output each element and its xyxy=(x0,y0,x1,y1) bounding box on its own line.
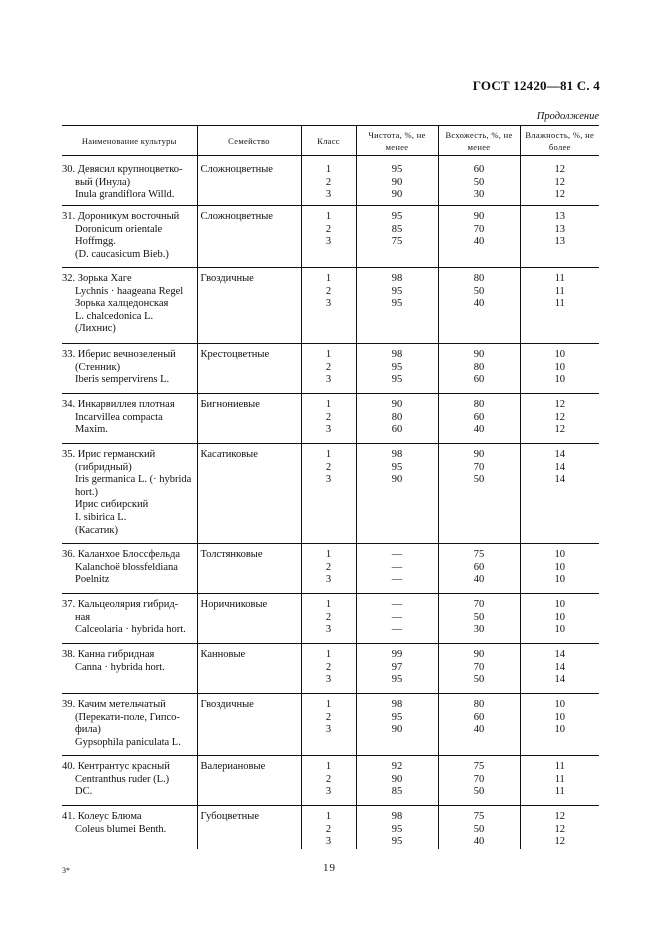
moisture-value: 11 xyxy=(554,786,565,798)
purity-value: — xyxy=(391,561,403,573)
germination-cell xyxy=(438,594,520,644)
culture-name-cell xyxy=(62,644,197,694)
moisture-value: 10 xyxy=(554,549,565,560)
classes-cell xyxy=(301,444,356,544)
moisture-cell xyxy=(520,156,599,206)
column-header-class: Класс xyxy=(301,126,356,156)
family-cell: Касатиковые xyxy=(197,444,301,544)
germination-value: 50 xyxy=(473,285,485,297)
purity-value: 95 xyxy=(391,836,403,848)
purity-value: — xyxy=(391,574,403,586)
culture-name-line: (Лихнис) xyxy=(75,323,116,335)
classes-value: 2 xyxy=(325,661,332,673)
germination-value: 40 xyxy=(473,574,485,586)
germination-value: 70 xyxy=(473,661,485,673)
culture-name-line: L. chalcedonica L. xyxy=(75,310,154,322)
culture-name-line: 32. Зорька Хаге xyxy=(62,273,132,284)
culture-name-cell xyxy=(62,444,197,544)
culture-name-line: Centranthus ruder (L.) xyxy=(75,773,170,785)
purity-value: — xyxy=(391,624,403,636)
moisture-value: 12 xyxy=(554,836,565,848)
moisture-cell xyxy=(520,394,599,444)
family-cell: Гвоздичные xyxy=(197,694,301,756)
classes-value: 3 xyxy=(325,786,332,798)
classes-value: 1 xyxy=(325,449,332,460)
germination-value: 90 xyxy=(473,449,485,460)
family-cell: Валериановые xyxy=(197,756,301,806)
germination-value: 75 xyxy=(473,549,485,560)
culture-name-cell xyxy=(62,594,197,644)
moisture-value: 10 xyxy=(554,724,565,736)
classes-value: 1 xyxy=(325,699,332,710)
culture-name-line: 40. Кентрантус красный xyxy=(62,761,170,772)
germination-value: 60 xyxy=(473,164,485,175)
moisture-value: 10 xyxy=(554,374,565,386)
family-cell: Толстянковые xyxy=(197,544,301,594)
classes-value: 2 xyxy=(325,461,332,473)
purity-value: 75 xyxy=(391,236,403,248)
culture-name-line: вый (Инула) xyxy=(75,176,131,188)
purity-value: 92 xyxy=(391,761,403,772)
germination-cell xyxy=(438,806,520,849)
classes-value: 2 xyxy=(325,285,332,297)
classes-value: 2 xyxy=(325,561,332,573)
table-row xyxy=(62,156,599,206)
culture-name-line: Maxim. xyxy=(75,424,108,436)
classes-value: 2 xyxy=(325,411,332,423)
germination-value: 60 xyxy=(473,711,485,723)
germination-value: 70 xyxy=(473,773,485,785)
germination-value: 50 xyxy=(473,611,485,623)
purity-value: 90 xyxy=(391,724,403,736)
classes-value: 1 xyxy=(325,349,332,360)
purity-value: 98 xyxy=(391,273,403,284)
family-cell: Сложноцветные xyxy=(197,156,301,206)
purity-value: 90 xyxy=(391,399,403,410)
purity-cell xyxy=(356,206,438,268)
culture-name-line: Iberis sempervirens L. xyxy=(75,374,170,386)
germination-value: 40 xyxy=(473,424,485,436)
purity-value: — xyxy=(391,611,403,623)
table-row xyxy=(62,394,599,444)
classes-cell xyxy=(301,344,356,394)
culture-name-cell xyxy=(62,206,197,268)
moisture-value: 12 xyxy=(554,176,565,188)
germination-value: 40 xyxy=(473,298,485,310)
purity-cell xyxy=(356,344,438,394)
culture-name-line: Iris germanica L. (· hybrida xyxy=(75,474,192,486)
culture-name-line: 39. Качим метельчатый xyxy=(62,699,166,710)
moisture-value: 13 xyxy=(554,236,565,248)
culture-name-line: (гибридный) xyxy=(75,461,132,473)
culture-name-line: 31. Дороникум восточный xyxy=(62,211,180,222)
culture-name-line: Coleus blumei Benth. xyxy=(75,823,167,835)
classes-value: 2 xyxy=(325,773,332,785)
column-header-moisture: Влажность, %, не более xyxy=(520,126,599,156)
classes-value: 1 xyxy=(325,599,332,610)
moisture-value: 10 xyxy=(554,361,565,373)
table-row xyxy=(62,344,599,394)
culture-name-line: 37. Кальцеолярия гибрид- xyxy=(62,599,179,610)
purity-cell xyxy=(356,156,438,206)
classes-value: 1 xyxy=(325,273,332,284)
purity-value: 90 xyxy=(391,773,403,785)
purity-value: 95 xyxy=(391,823,403,835)
germination-cell xyxy=(438,156,520,206)
culture-name-line: (Перекати-поле, Гипсо- xyxy=(75,711,180,723)
family-cell: Бигнониевые xyxy=(197,394,301,444)
classes-cell xyxy=(301,806,356,849)
culture-name-line: (Касатик) xyxy=(75,524,119,536)
moisture-value: 12 xyxy=(554,811,565,822)
germination-cell xyxy=(438,444,520,544)
classes-value: 3 xyxy=(325,298,332,310)
culture-name-line: Inula grandiflora Willd. xyxy=(75,189,175,201)
table-header-row xyxy=(62,126,599,156)
germination-value: 70 xyxy=(473,599,485,610)
culture-name-line: Gypsophila paniculata L. xyxy=(75,736,181,748)
culture-name-cell xyxy=(62,544,197,594)
purity-cell xyxy=(356,806,438,849)
classes-value: 3 xyxy=(325,674,332,686)
purity-value: 90 xyxy=(391,474,403,486)
table-row xyxy=(62,544,599,594)
culture-name-line: Ирис сибирский xyxy=(75,499,149,511)
classes-value: 1 xyxy=(325,211,332,222)
moisture-cell xyxy=(520,756,599,806)
germination-cell xyxy=(438,268,520,344)
purity-value: 98 xyxy=(391,349,403,360)
culture-name-cell xyxy=(62,694,197,756)
moisture-value: 11 xyxy=(554,761,565,772)
classes-value: 3 xyxy=(325,236,332,248)
culture-name-line: 35. Ирис германский xyxy=(62,449,156,460)
moisture-value: 12 xyxy=(554,399,565,410)
culture-name-line: Lychnis · haageana Regel xyxy=(75,285,184,297)
germination-value: 50 xyxy=(473,474,485,486)
classes-cell xyxy=(301,394,356,444)
classes-cell xyxy=(301,156,356,206)
germination-value: 70 xyxy=(473,223,485,235)
document-title: ГОСТ 12420—81 С. 4 xyxy=(472,78,600,93)
moisture-value: 10 xyxy=(554,624,565,636)
moisture-value: 12 xyxy=(554,164,565,175)
purity-value: — xyxy=(391,549,403,560)
culture-name-cell xyxy=(62,756,197,806)
classes-cell xyxy=(301,694,356,756)
purity-value: — xyxy=(391,599,403,610)
culture-name-line: I. sibirica L. xyxy=(75,511,127,523)
purity-cell xyxy=(356,644,438,694)
germination-value: 75 xyxy=(473,761,485,772)
moisture-value: 10 xyxy=(554,561,565,573)
moisture-value: 11 xyxy=(554,773,565,785)
germination-value: 80 xyxy=(473,273,485,284)
germination-value: 60 xyxy=(473,374,485,386)
family-cell: Гвоздичные xyxy=(197,268,301,344)
culture-name-line: 30. Девясил крупноцветко- xyxy=(62,164,183,175)
seed-quality-table xyxy=(62,125,599,849)
continuation-label: Продолжение xyxy=(536,111,599,122)
classes-value: 2 xyxy=(325,711,332,723)
moisture-value: 13 xyxy=(554,223,565,235)
germination-value: 70 xyxy=(473,461,485,473)
table-row xyxy=(62,806,599,849)
culture-name-cell xyxy=(62,806,197,849)
moisture-cell xyxy=(520,594,599,644)
culture-name-cell xyxy=(62,344,197,394)
germination-cell xyxy=(438,344,520,394)
moisture-value: 11 xyxy=(554,298,565,310)
moisture-value: 12 xyxy=(554,424,565,436)
classes-value: 3 xyxy=(325,624,332,636)
table-body xyxy=(62,156,599,849)
table-row xyxy=(62,268,599,344)
moisture-value: 10 xyxy=(554,611,565,623)
culture-name-cell xyxy=(62,268,197,344)
purity-value: 95 xyxy=(391,164,403,175)
germination-cell xyxy=(438,644,520,694)
footer-mark: 3* xyxy=(62,866,70,875)
culture-name-line: 34. Инкарвиллея плотная xyxy=(62,399,175,410)
moisture-cell xyxy=(520,444,599,544)
classes-cell xyxy=(301,644,356,694)
culture-name-line: Calceolaria · hybrida hort. xyxy=(75,624,186,636)
culture-name-line: Зорька халцедонская xyxy=(75,298,169,310)
culture-name-cell xyxy=(62,394,197,444)
moisture-value: 14 xyxy=(554,474,565,486)
purity-cell xyxy=(356,444,438,544)
purity-cell xyxy=(356,394,438,444)
purity-value: 95 xyxy=(391,374,403,386)
germination-cell xyxy=(438,394,520,444)
classes-value: 1 xyxy=(325,761,332,772)
column-header-germination: Всхожесть, %, не менее xyxy=(438,126,520,156)
germination-value: 60 xyxy=(473,561,485,573)
family-cell: Губоцветные xyxy=(197,806,301,849)
culture-name-line: hort.) xyxy=(75,486,99,498)
classes-cell xyxy=(301,756,356,806)
classes-cell xyxy=(301,544,356,594)
purity-value: 98 xyxy=(391,449,403,460)
classes-value: 1 xyxy=(325,399,332,410)
table-row xyxy=(62,644,599,694)
germination-value: 50 xyxy=(473,786,485,798)
germination-value: 30 xyxy=(473,189,485,201)
germination-value: 90 xyxy=(473,349,485,360)
purity-value: 95 xyxy=(391,361,403,373)
moisture-cell xyxy=(520,644,599,694)
classes-value: 1 xyxy=(325,164,332,175)
culture-name-line: DC. xyxy=(75,786,93,798)
column-header-family: Семейство xyxy=(197,126,301,156)
culture-name-line: 41. Колеус Блюма xyxy=(62,811,142,822)
moisture-value: 12 xyxy=(554,823,565,835)
germination-value: 75 xyxy=(473,811,485,822)
germination-cell xyxy=(438,206,520,268)
table-row xyxy=(62,206,599,268)
germination-value: 90 xyxy=(473,211,485,222)
classes-value: 1 xyxy=(325,811,332,822)
germination-value: 50 xyxy=(473,674,485,686)
purity-value: 98 xyxy=(391,699,403,710)
moisture-value: 10 xyxy=(554,599,565,610)
culture-name-line: Incarvillea compacta xyxy=(75,411,163,423)
classes-value: 3 xyxy=(325,474,332,486)
classes-value: 2 xyxy=(325,223,332,235)
family-cell: Канновые xyxy=(197,644,301,694)
culture-name-line: 38. Канна гибридная xyxy=(62,649,155,660)
moisture-value: 14 xyxy=(554,674,565,686)
moisture-value: 10 xyxy=(554,711,565,723)
moisture-value: 14 xyxy=(554,449,565,460)
table-row xyxy=(62,694,599,756)
purity-value: 90 xyxy=(391,176,403,188)
classes-value: 3 xyxy=(325,724,332,736)
table-row xyxy=(62,594,599,644)
family-cell: Крестоцветные xyxy=(197,344,301,394)
moisture-value: 14 xyxy=(554,649,565,660)
germination-value: 30 xyxy=(473,624,485,636)
classes-cell xyxy=(301,594,356,644)
culture-name-line: Doronicum orientale xyxy=(75,223,163,235)
classes-value: 3 xyxy=(325,374,332,386)
moisture-cell xyxy=(520,806,599,849)
purity-value: 85 xyxy=(391,223,403,235)
purity-cell xyxy=(356,694,438,756)
family-cell: Сложноцветные xyxy=(197,206,301,268)
germination-cell xyxy=(438,544,520,594)
classes-cell xyxy=(301,268,356,344)
culture-name-line: (Стенник) xyxy=(75,361,121,373)
germination-value: 60 xyxy=(473,411,485,423)
purity-value: 95 xyxy=(391,211,403,222)
table-row xyxy=(62,444,599,544)
classes-value: 2 xyxy=(325,176,332,188)
classes-value: 2 xyxy=(325,611,332,623)
column-header-purity: Чистота, %, не менее xyxy=(356,126,438,156)
moisture-value: 14 xyxy=(554,661,565,673)
germination-cell xyxy=(438,756,520,806)
germination-value: 80 xyxy=(473,399,485,410)
moisture-cell xyxy=(520,206,599,268)
culture-name-line: (D. caucasicum Bieb.) xyxy=(75,248,169,260)
germination-value: 40 xyxy=(473,724,485,736)
germination-cell xyxy=(438,694,520,756)
culture-name-line: Hoffmgg. xyxy=(75,236,116,248)
purity-value: 95 xyxy=(391,461,403,473)
purity-value: 80 xyxy=(391,411,403,423)
purity-value: 97 xyxy=(391,661,403,673)
culture-name-line: Poelnitz xyxy=(75,574,110,586)
classes-cell xyxy=(301,206,356,268)
moisture-value: 10 xyxy=(554,699,565,710)
moisture-value: 10 xyxy=(554,574,565,586)
classes-value: 3 xyxy=(325,189,332,201)
moisture-cell xyxy=(520,268,599,344)
culture-name-line: Canna · hybrida hort. xyxy=(75,661,165,673)
page-number: 19 xyxy=(323,862,336,874)
table-row xyxy=(62,756,599,806)
culture-name-line: Kalanchoë blossfeldiana xyxy=(75,561,178,573)
column-header-name: Наименование культуры xyxy=(62,126,197,156)
moisture-value: 14 xyxy=(554,461,565,473)
germination-value: 50 xyxy=(473,176,485,188)
moisture-value: 11 xyxy=(554,273,565,284)
purity-cell xyxy=(356,268,438,344)
purity-value: 90 xyxy=(391,189,403,201)
germination-value: 50 xyxy=(473,823,485,835)
purity-value: 95 xyxy=(391,285,403,297)
moisture-cell xyxy=(520,344,599,394)
purity-value: 99 xyxy=(391,649,403,660)
classes-value: 1 xyxy=(325,649,332,660)
culture-name-cell xyxy=(62,156,197,206)
purity-value: 95 xyxy=(391,711,403,723)
moisture-cell xyxy=(520,694,599,756)
classes-value: 3 xyxy=(325,574,332,586)
purity-value: 95 xyxy=(391,674,403,686)
moisture-value: 13 xyxy=(554,211,565,222)
moisture-value: 12 xyxy=(554,189,565,201)
classes-value: 2 xyxy=(325,823,332,835)
classes-value: 1 xyxy=(325,549,332,560)
classes-value: 3 xyxy=(325,836,332,848)
classes-value: 3 xyxy=(325,424,332,436)
purity-value: 60 xyxy=(391,424,403,436)
germination-value: 90 xyxy=(473,649,485,660)
moisture-value: 12 xyxy=(554,411,565,423)
culture-name-line: 33. Иберис вечнозеленый xyxy=(62,349,176,360)
germination-value: 80 xyxy=(473,699,485,710)
germination-value: 40 xyxy=(473,836,485,848)
purity-cell xyxy=(356,594,438,644)
purity-value: 98 xyxy=(391,811,403,822)
moisture-value: 11 xyxy=(554,285,565,297)
culture-name-line: ная xyxy=(75,611,91,623)
germination-value: 80 xyxy=(473,361,485,373)
culture-name-line: 36. Каланхое Блоссфельда xyxy=(62,549,180,560)
purity-value: 85 xyxy=(391,786,403,798)
moisture-value: 10 xyxy=(554,349,565,360)
purity-value: 95 xyxy=(391,298,403,310)
classes-value: 2 xyxy=(325,361,332,373)
family-cell: Норичниковые xyxy=(197,594,301,644)
purity-cell xyxy=(356,756,438,806)
moisture-cell xyxy=(520,544,599,594)
culture-name-line: фила) xyxy=(75,724,101,736)
purity-cell xyxy=(356,544,438,594)
germination-value: 40 xyxy=(473,236,485,248)
